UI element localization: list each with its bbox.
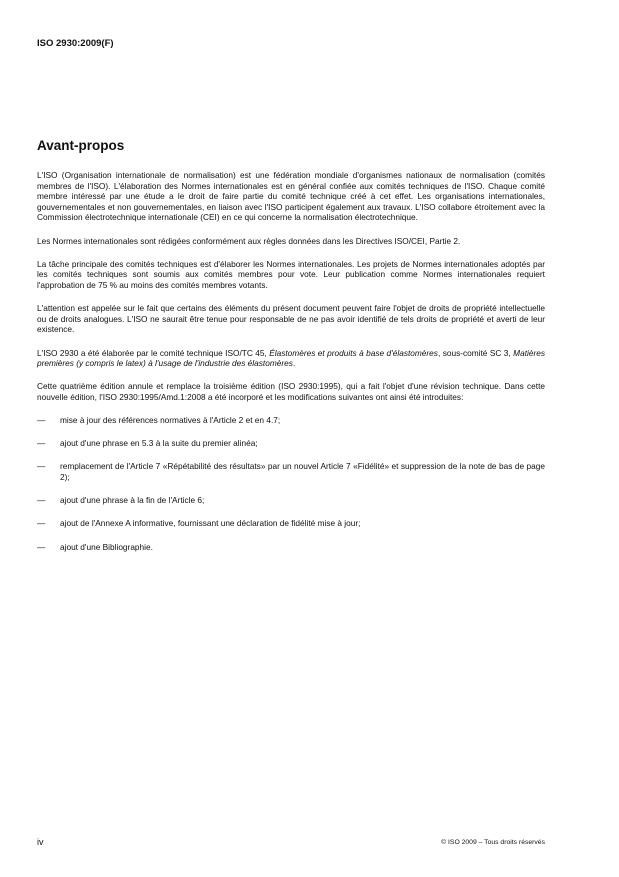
foreword-body	[37, 170, 545, 565]
copyright-notice: © ISO 2009 – Tous droits réservés	[441, 839, 545, 846]
paragraph: La tâche principale des comités techniques est d'élaborer les Normes internationales. Les projets de Normes internationales adoptés par les comités techniques sont soumis aux comités membres pour vote. Leur publication comme Normes internationales requiert l'approbation de 75 % au moins des comités membres votants.	[37, 258, 545, 290]
list-item-text: ajout d'une phrase à la fin de l'Article 6;	[60, 495, 205, 506]
list-item	[37, 461, 545, 482]
paragraph: L'attention est appelée sur le fait que certains des éléments du présent document peuvent faire l'objet de droits de propriété intellectuelle ou de droits analogues. L'ISO ne saurait être tenue pour responsable de ne pas avoir identifié de tels droits de propriété et averti de leur existence.	[37, 303, 545, 335]
paragraph: Les Normes internationales sont rédigées conformément aux règles données dans les Directives ISO/CEI, Partie 2.	[37, 235, 461, 246]
list-item-text: ajout d'une phrase en 5.3 à la suite du premier alinéa;	[60, 438, 258, 449]
page-number: iv	[37, 837, 44, 847]
dash-bullet: —	[37, 438, 46, 449]
list-item	[37, 415, 545, 426]
committee-prefix: L'ISO 2930 a été élaborée par le comité technique ISO/TC 45,	[37, 347, 270, 358]
dash-bullet: —	[37, 461, 46, 472]
list-item-text: ajout de l'Annexe A informative, fournissant une déclaration de fidélité mise à jour;	[60, 518, 361, 529]
dash-bullet: —	[37, 415, 46, 426]
committee-end: .	[292, 358, 296, 369]
tc-title: Élastomères et produits à base d'élastomères	[269, 347, 438, 358]
list-item	[37, 495, 545, 506]
dash-bullet: —	[37, 518, 46, 529]
list-item-text: ajout d'une Bibliographie.	[60, 541, 153, 552]
committee-paragraph	[37, 348, 545, 369]
section-title: Avant-propos	[37, 138, 125, 153]
paragraph: L'ISO (Organisation internationale de normalisation) est une fédération mondiale d'organismes nationaux de normalisation (comités membres de l'ISO). L'élaboration des Normes internationales est en général confiée aux comités techniques de l'ISO. Chaque comité membre intéressé par une étude a le droit de faire partie du comité technique créé à cet effet. Les organisations internationales, gouvernementales et non gouvernementales, en liaison avec l'ISO participent également aux travaux. L'ISO collabore étroitement avec la Commission électrotechnique internationale (CEI) en ce qui concerne la normalisation électrotechnique.	[37, 170, 545, 223]
list-item-text: mise à jour des références normatives à l'Article 2 et en 4.7;	[60, 415, 281, 426]
document-id-header: ISO 2930:2009(F)	[37, 38, 114, 49]
list-item-text: remplacement de l'Article 7 «Répétabilité des résultats» par un nouvel Article 7 «Fidélité» et suppression de la note de bas de page 2);	[60, 461, 545, 483]
dash-bullet: —	[37, 495, 46, 506]
committee-middle: , sous-comité SC 3,	[437, 347, 514, 358]
dash-bullet: —	[37, 541, 46, 552]
list-item	[37, 518, 545, 529]
list-item	[37, 542, 545, 553]
list-item	[37, 438, 545, 449]
sc-title: Matières premières (y compris le latex) à l'usage de l'industrie des élastomères	[37, 347, 545, 369]
edition-paragraph: Cette quatrième édition annule et remplace la troisième édition (ISO 2930:1995), qui a fait l'objet d'une révision technique. Dans cette nouvelle édition, l'ISO 2930:1995/Amd.1:2008 a été incorporé et les modifications suivantes ont ainsi été introduites:	[37, 381, 545, 402]
